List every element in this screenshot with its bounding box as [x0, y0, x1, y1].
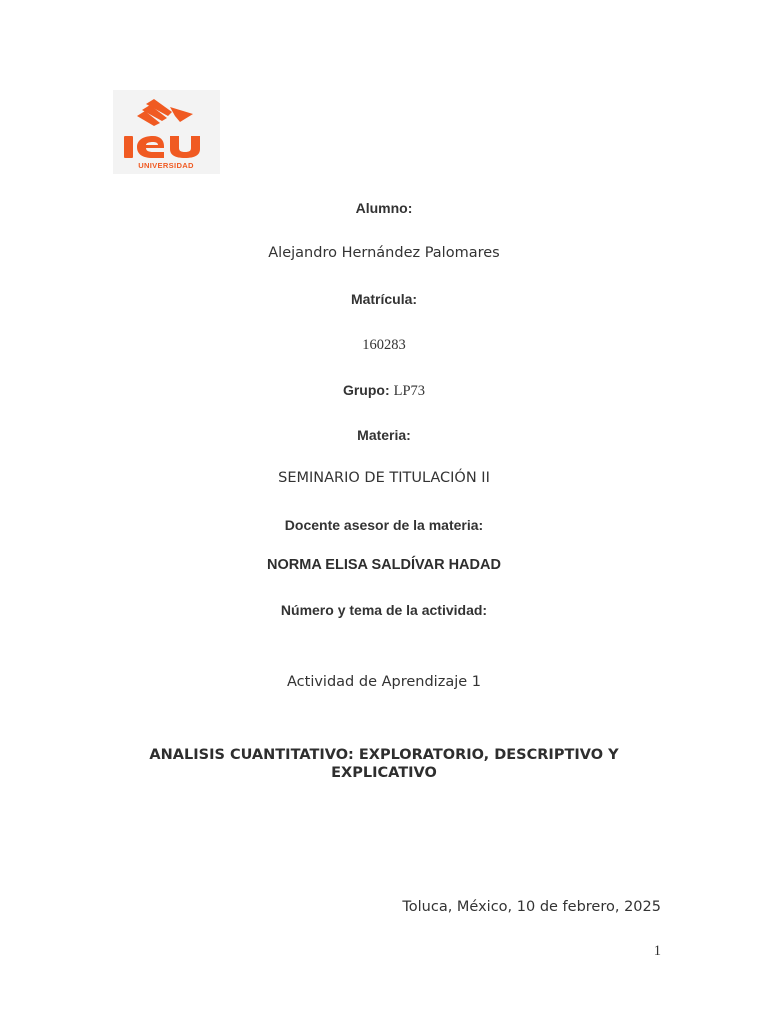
logo-wordmark: UNIVERSIDAD	[138, 161, 194, 170]
activity-topic-title: ANALISIS CUANTITATIVO: EXPLORATORIO, DESCRIPTIVO Y EXPLICATIVO	[149, 747, 619, 781]
page-number: 1	[653, 943, 661, 959]
activity-label: Número y tema de la actividad:	[280, 602, 488, 618]
subject-label: Materia:	[357, 427, 411, 443]
place-and-date: Toluca, México, 10 de febrero, 2025	[402, 899, 661, 915]
teacher-label: Docente asesor de la materia:	[284, 517, 484, 533]
student-name: Alejandro Hernández Palomares	[268, 245, 500, 261]
group-value: LP73	[393, 383, 426, 399]
activity-number: Actividad de Aprendizaje 1	[287, 674, 481, 690]
university-logo	[113, 90, 220, 174]
enrollment-number: 160283	[362, 337, 406, 353]
student-label: Alumno:	[355, 200, 413, 216]
teacher-name: NORMA ELISA SALDÍVAR HADAD	[267, 557, 501, 573]
group-label: Grupo:	[342, 382, 390, 398]
enrollment-label: Matrícula:	[350, 291, 418, 307]
subject-name: SEMINARIO DE TITULACIÓN II	[278, 470, 490, 486]
ieu-chevron-logo-icon	[113, 90, 220, 174]
group-line	[0, 382, 768, 400]
